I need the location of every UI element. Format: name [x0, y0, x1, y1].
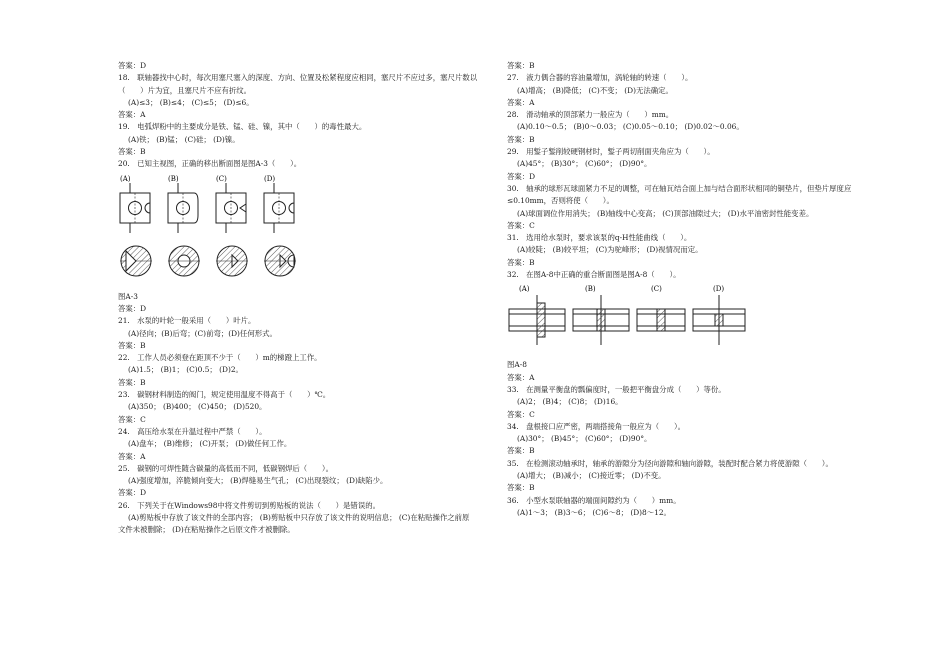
q24-answer: 答案：A	[118, 451, 146, 461]
fig-a8-caption: 图A-8	[507, 360, 527, 370]
fig-a3-label-d: (D)	[264, 174, 276, 183]
q27-text: 27. 液力偶合器的容油量增加，涡轮轴的转速（ ）。	[507, 73, 693, 83]
q25-options: (A)强度增加，淬脆倾向变大； (B)焊缝易生气孔； (C)出现裂纹； (D)缺陷少。	[128, 476, 388, 486]
fig-a8-option-c	[637, 309, 685, 331]
q18-answer: 答案：A	[118, 110, 146, 120]
q35-answer: 答案：B	[507, 483, 535, 493]
figure-a8	[507, 281, 747, 359]
q24-text: 24. 高压给水泵在升温过程中严禁（ ）。	[118, 426, 267, 436]
fig-a8-label-c: (C)	[651, 285, 662, 294]
q33-options: (A)2； (B)4； (C)8； (D)16。	[517, 397, 623, 407]
q29-options: (A)45°； (B)30°； (C)60°； (D)90°。	[517, 159, 652, 169]
q27-answer: 答案：A	[507, 97, 535, 107]
q20-answer: 答案：D	[118, 303, 147, 313]
q25-answer: 答案：D	[118, 488, 147, 498]
fig-a8-label-b: (B)	[585, 285, 596, 294]
fig-a3-label-b: (B)	[168, 174, 179, 183]
fig-a8-option-b	[573, 295, 629, 345]
fig-a8-option-a	[509, 295, 565, 345]
fig-a3-section-c	[216, 246, 248, 276]
q19-answer: 答案：B	[118, 147, 146, 157]
q30-answer: 答案：C	[507, 220, 535, 230]
q17-answer: 答案：D	[118, 61, 147, 70]
q33-answer: 答案：C	[507, 409, 535, 419]
left-column	[118, 60, 494, 537]
q34-options: (A)30°； (B)45°； (C)60°； (D)90°。	[517, 434, 652, 444]
q29-answer: 答案：D	[507, 171, 536, 181]
q36-text: 36. 小型水泵联轴器的端面间隙约为（ ）mm。	[507, 495, 681, 505]
q26-options-line1: (A)剪贴板中存放了该文件的全部内容； (B)剪贴板中只存放了该文件的说明信息； (C)在粘贴操作之前原	[128, 513, 470, 523]
q31-text: 31. 选用给水泵时，要求该泵的q-H性能曲线（ ）。	[507, 233, 692, 243]
q26-options-line2: 文件未被删除； (D)在粘贴操作之后原文件才被删除。	[118, 525, 295, 535]
q30-text: 30. 轴承的球形瓦球面紧力不足的调整，可在轴瓦结合面上加与结合面形状相同的铜垫片，但垫片厚度应≤0.10mm，否则将使（ ）。	[507, 183, 852, 206]
fig-a3-main-view-b	[168, 183, 198, 233]
q19-text: 19. 电弧焊粉中的主要成分是铁、锰、硅、镍，其中（ ）的毒性最大。	[118, 122, 367, 132]
q22-answer: 答案：B	[118, 377, 146, 387]
q22-options: (A)1.5； (B)1； (C)0.5； (D)2。	[128, 365, 243, 375]
q23-options: (A)350； (B)400； (C)450； (D)520。	[128, 402, 267, 412]
q26-answer: 答案：B	[507, 61, 535, 70]
q31-options: (A)较陡； (B)较平坦； (C)为驼峰形； (D)视情况而定。	[517, 245, 703, 255]
q30-options: (A)球面调位作用消失； (B)轴线中心变高； (C)顶部油隙过大； (D)水平油密封性能变差。	[517, 208, 814, 218]
fig-a8-label-a: (A)	[519, 285, 530, 294]
q34-answer: 答案：B	[507, 446, 535, 456]
fig-a8-option-d	[693, 295, 745, 345]
q25-text: 25. 碳钢的可焊性随含碳量的高低而不同，低碳钢焊后（ ）。	[118, 463, 333, 473]
q19-options: (A)铁； (B)锰； (C)硅； (D)镍。	[128, 134, 240, 144]
fig-a3-main-view-c	[216, 183, 246, 233]
q33-text: 33. 在测量平衡盘的瓢偏度时，一般把平衡盘分成（ ）等份。	[507, 384, 726, 394]
figure-a3	[118, 171, 318, 291]
fig-a3-section-b	[168, 246, 200, 276]
q27-options: (A)增高； (B)降低； (C)不变； (D)无法确定。	[517, 85, 673, 95]
right-column	[507, 60, 887, 519]
q21-answer: 答案：B	[118, 340, 146, 350]
q22-text: 22. 工作人员必须登在距顶不少于（ ）m的梯蹬上工作。	[118, 353, 322, 363]
fig-a3-caption: 图A-3	[118, 291, 138, 301]
q35-options: (A)增大； (B)减小； (C)接近零； (D)不变。	[517, 471, 666, 481]
q24-options: (A)盘车； (B)维修； (C)开泵； (D)做任何工作。	[128, 439, 292, 449]
q23-answer: 答案：C	[118, 414, 146, 424]
q32-text: 32. 在图A-8中正确的重合断面图是图A-8（ ）。	[507, 270, 681, 280]
q36-options: (A)1～3； (B)3～6； (C)6～8； (D)8～12。	[517, 507, 671, 517]
q18-text: 18. 联轴器找中心时，每次用塞尺塞入的深度、方向、位置及松紧程度应相同，塞尺片不应过多，塞尺片数以（ ）片为宜，且塞尺片不应有折纹。	[118, 73, 478, 95]
q20-text: 20. 已知主视图，正确的移出断面图是图A-3（ ）。	[118, 159, 302, 169]
q26-text: 26. 下列关于在Windows98中将文件剪切到剪贴板的说法（ ）是错误的。	[118, 500, 380, 510]
fig-a3-section-d	[264, 246, 296, 276]
q32-answer: 答案：A	[507, 372, 535, 382]
q28-options: (A)0.10～0.5； (B)0～0.03； (C)0.05～0.10； (D)0.02～0.06。	[517, 122, 744, 132]
fig-a3-label-c: (C)	[216, 174, 227, 183]
q35-text: 35. 在检测滚动轴承时，轴承的游隙分为径向游隙和轴向游隙，装配时配合紧力将使游隙（ ）。	[507, 458, 833, 468]
fig-a3-main-view-a	[120, 183, 150, 233]
q23-text: 23. 碳钢材料制造的阀门，规定使用温度不得高于（ ）℃。	[118, 390, 331, 400]
q29-text: 29. 用錾子錾削较硬钢材时，錾子两切削面夹角应为（ ）。	[507, 147, 715, 157]
q18-options: (A)≤3； (B)≤4； (C)≤5； (D)≤6。	[128, 97, 254, 107]
q28-answer: 答案：B	[507, 134, 535, 144]
fig-a3-section-a	[120, 246, 152, 276]
q31-answer: 答案：B	[507, 257, 535, 267]
q28-text: 28. 滑动轴承的顶部紧力一般应为（ ）mm。	[507, 110, 674, 120]
q34-text: 34. 盘根接口应严密，两端搭接角一般应为（ ）。	[507, 421, 686, 431]
fig-a8-label-d: (D)	[713, 285, 725, 294]
q21-text: 21. 水泵的叶轮一般采用（ ）叶片。	[118, 316, 256, 326]
fig-a3-main-view-d	[264, 183, 294, 233]
q21-options: (A)径向；(B)后弯；(C)前弯；(D)任何形式。	[128, 328, 277, 338]
fig-a3-label-a: (A)	[120, 174, 131, 183]
